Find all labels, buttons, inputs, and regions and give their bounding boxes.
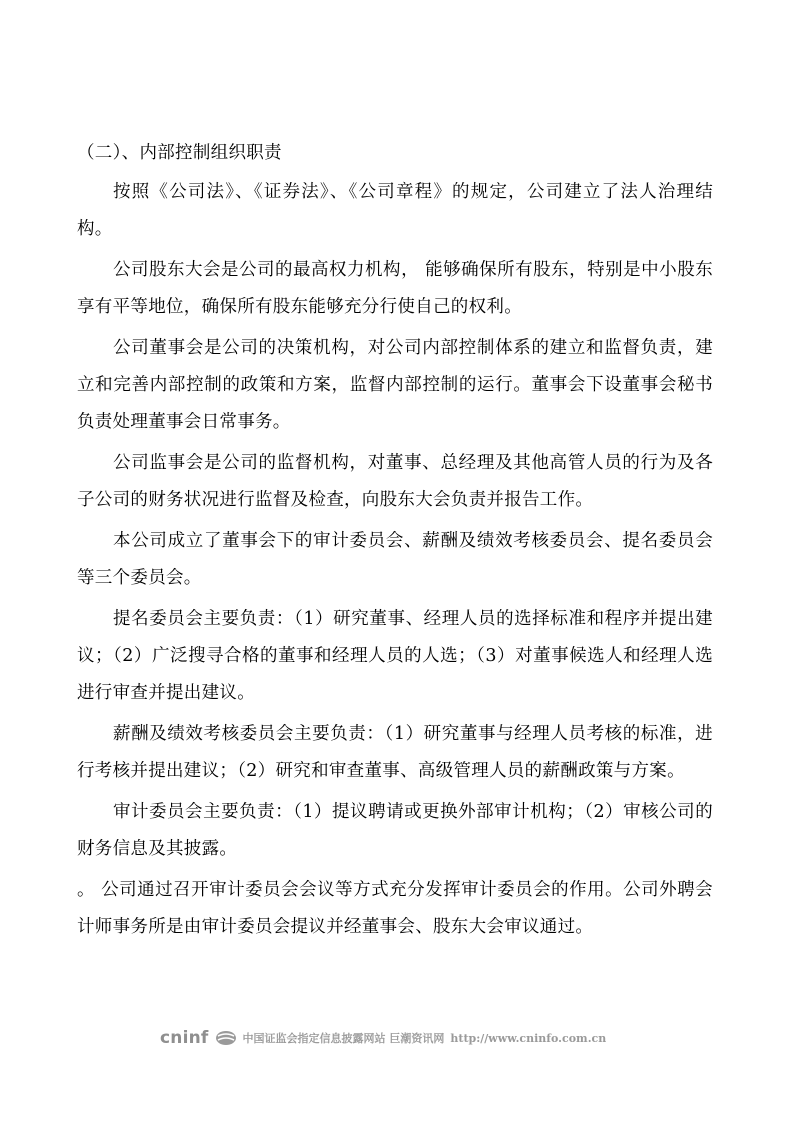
paragraph-committees: 本公司成立了董事会下的审计委员会、薪酬及绩效考核委员会、提名委员会等三个委员会。 bbox=[77, 531, 713, 588]
paragraph-supervisory-board: 公司监事会是公司的监督机构，对董事、总经理及其他高管人员的行为及各子公司的财务状况进行监督及检查，向股东大会负责并报告工作。 bbox=[77, 453, 713, 510]
paragraph-shareholders-meeting: 公司股东大会是公司的最高权力机构， 能够确保所有股东，特别是中小股东享有平等地位，确保所有股东能够充分行使自己的权利。 bbox=[77, 260, 713, 317]
paragraph-nomination-committee: 提名委员会主要负责：（1）研究董事、经理人员的选择标准和程序并提出建议；（2）广泛搜寻合格的董事和经理人员的人选；（3）对董事候选人和经理人选进行审查并提出建议。 bbox=[77, 609, 713, 703]
footer-site-text: 中国证监会指定信息披露网站 巨潮资讯网 bbox=[242, 1032, 445, 1045]
section-heading: （二）、内部控制组织职责 bbox=[77, 143, 282, 163]
document-body bbox=[77, 136, 713, 950]
page-footer bbox=[160, 1027, 606, 1049]
paragraph-audit-committee: 审计委员会主要负责：（1）提议聘请或更换外部审计机构；（2）审核公司的财务信息及其披露。 bbox=[77, 802, 713, 859]
paragraph-compensation-committee: 薪酬及绩效考核委员会主要负责：（1）研究董事与经理人员考核的标准，进行考核并提出建议；（2）研究和审查董事、高级管理人员的薪酬政策与方案。 bbox=[77, 724, 713, 781]
cninfo-logo-icon bbox=[215, 1030, 237, 1046]
paragraph-audit-committee-role: 。 公司通过召开审计委员会会议等方式充分发挥审计委员会的作用。公司外聘会计师事务所是由审计委员会提议并经董事会、股东大会审议通过。 bbox=[77, 880, 713, 937]
paragraph-board-of-directors: 公司董事会是公司的决策机构，对公司内部控制体系的建立和监督负责，建立和完善内部控制的政策和方案，监督内部控制的运行。董事会下设董事会秘书负责处理董事会日常事务。 bbox=[77, 338, 713, 432]
footer-url: http://www.cninfo.com.cn bbox=[450, 1031, 607, 1045]
footer-brand: cninf bbox=[160, 1028, 209, 1048]
paragraph-legal-structure: 按照《公司法》、《证券法》、《公司章程》的规定，公司建立了法人治理结构。 bbox=[77, 182, 713, 239]
